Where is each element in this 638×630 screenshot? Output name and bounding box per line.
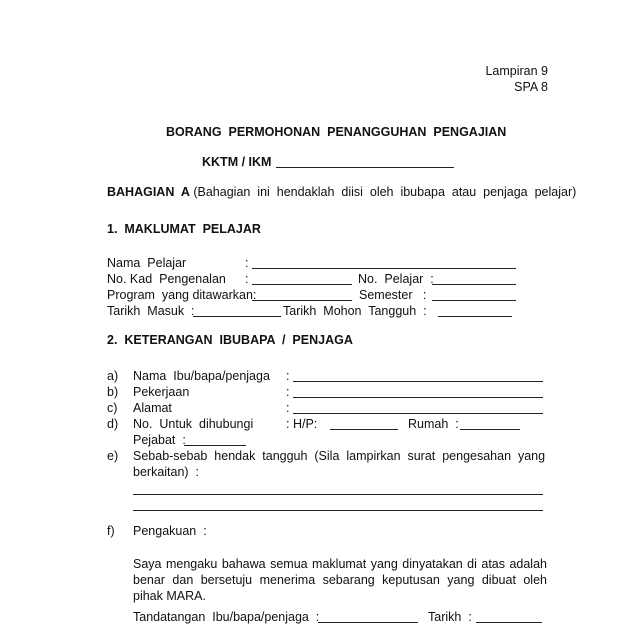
nama-ibubapa-label: Nama Ibu/bapa/penjaga	[133, 369, 270, 383]
signature-field[interactable]	[318, 622, 418, 623]
program-label: Program yang ditawarkan:	[107, 288, 257, 302]
no-pelajar-label: No. Pelajar :	[358, 272, 434, 286]
nama-pelajar-field[interactable]	[252, 268, 516, 269]
pekerjaan-label: Pekerjaan	[133, 385, 190, 399]
item-e-letter: e)	[107, 449, 119, 463]
declaration-text: Saya mengaku bahawa semua maklumat yang dinyatakan di atas adalah benar dan bersetuju menerima sebarang keputusan yang dibuat oleh pihak MARA.	[133, 557, 547, 603]
alamat-label: Alamat	[133, 401, 172, 415]
pejabat-field[interactable]	[184, 445, 246, 446]
no-kad-label: No. Kad Pengenalan	[107, 272, 226, 286]
program-field[interactable]	[252, 300, 352, 301]
nama-ibubapa-field[interactable]	[293, 381, 543, 382]
bahagian-a	[107, 185, 576, 200]
pengakuan-label: Pengakuan :	[133, 524, 207, 538]
no-pelajar-field[interactable]	[432, 284, 516, 285]
tarikh-label: Tarikh :	[428, 610, 472, 624]
no-kad-field[interactable]	[252, 284, 352, 285]
colon: :	[286, 401, 290, 415]
signature-label: Tandatangan Ibu/bapa/penjaga :	[133, 610, 320, 624]
hp-field[interactable]	[330, 429, 398, 430]
no-dihubungi-label: No. Untuk dihubungi	[133, 417, 254, 431]
colon: :	[286, 369, 290, 383]
bahagian-note: (Bahagian ini hendaklah diisi oleh ibubapa atau penjaga pelajar)	[193, 185, 577, 199]
sebab-text-2: berkaitan) :	[133, 465, 200, 479]
semester-label: Semester :	[359, 288, 427, 302]
item-a-letter: a)	[107, 369, 119, 383]
item-f-letter: f)	[107, 524, 115, 538]
pejabat-label: Pejabat :	[133, 433, 186, 447]
form-title: BORANG PERMOHONAN PENANGGUHAN PENGAJIAN	[166, 125, 507, 139]
pekerjaan-field[interactable]	[293, 397, 543, 398]
tarikh-masuk-label: Tarikh Masuk :	[107, 304, 195, 318]
lampiran-label: Lampiran 9	[485, 64, 548, 78]
semester-field[interactable]	[432, 300, 516, 301]
rumah-label: Rumah :	[408, 417, 459, 431]
colon: :	[245, 256, 249, 270]
tarikh-mohon-label: Tarikh Mohon Tangguh :	[283, 304, 427, 318]
sebab-text-1: Sebab-sebab hendak tangguh (Sila lampirkan surat pengesahan yang	[133, 449, 546, 463]
item-c-letter: c)	[107, 401, 118, 415]
colon: :	[286, 385, 290, 399]
tarikh-masuk-field[interactable]	[193, 316, 281, 317]
kktm-label: KKTM / IKM	[202, 155, 272, 169]
sebab-field-line-2[interactable]	[133, 510, 543, 511]
section1-heading: 1. MAKLUMAT PELAJAR	[107, 222, 261, 236]
hp-label: : H/P:	[286, 417, 318, 431]
nama-pelajar-label: Nama Pelajar	[107, 256, 187, 270]
bahagian-label: BAHAGIAN A	[107, 185, 190, 199]
rumah-field[interactable]	[460, 429, 520, 430]
colon: :	[245, 272, 249, 286]
alamat-field[interactable]	[293, 413, 543, 414]
spa-label: SPA 8	[514, 80, 548, 94]
tarikh-field[interactable]	[476, 622, 542, 623]
item-d-letter: d)	[107, 417, 119, 431]
tarikh-mohon-field[interactable]	[438, 316, 512, 317]
kktm-field[interactable]	[276, 167, 454, 168]
section2-heading: 2. KETERANGAN IBUBAPA / PENJAGA	[107, 333, 353, 347]
item-b-letter: b)	[107, 385, 119, 399]
sebab-field-line-1[interactable]	[133, 494, 543, 495]
